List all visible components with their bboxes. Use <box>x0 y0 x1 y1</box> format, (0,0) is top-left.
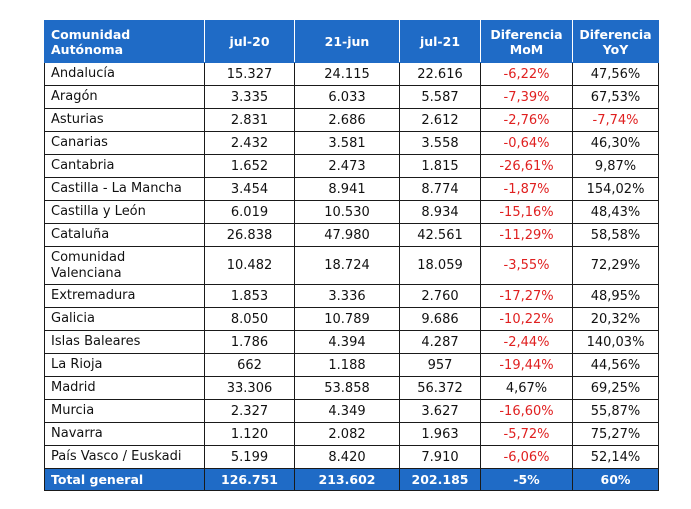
cell-21-jun: 10.789 <box>295 308 400 331</box>
cell-diff-mom: -10,22% <box>481 308 573 331</box>
cell-jul-20: 662 <box>205 354 295 377</box>
data-table <box>44 20 659 491</box>
cell-diff-mom: -19,44% <box>481 354 573 377</box>
cell-jul-20: 8.050 <box>205 308 295 331</box>
cell-jul-20: 2.831 <box>205 109 295 132</box>
cell-community: Castilla y León <box>45 201 205 224</box>
cell-diff-mom: -2,44% <box>481 331 573 354</box>
table-row <box>45 132 659 155</box>
cell-diff-mom: -6,22% <box>481 63 573 86</box>
cell-jul-21: 3.627 <box>400 400 481 423</box>
cell-community: Aragón <box>45 86 205 109</box>
cell-diff-mom: -16,60% <box>481 400 573 423</box>
header-cell-jul-20: jul-20 <box>205 21 295 63</box>
cell-diff-mom: -15,16% <box>481 201 573 224</box>
cell-community: Canarias <box>45 132 205 155</box>
cell-diff-mom: -5,72% <box>481 423 573 446</box>
cell-diff-yoy: 20,32% <box>573 308 659 331</box>
cell-community: País Vasco / Euskadi <box>45 446 205 469</box>
cell-jul-21: 42.561 <box>400 224 481 247</box>
cell-diff-mom: -7,39% <box>481 86 573 109</box>
cell-jul-21: 2.760 <box>400 285 481 308</box>
cell-community: La Rioja <box>45 354 205 377</box>
cell-community: Islas Baleares <box>45 331 205 354</box>
cell-jul-21: 1.963 <box>400 423 481 446</box>
header-cell-community: Comunidad Autónoma <box>45 21 205 63</box>
cell-community: Asturias <box>45 109 205 132</box>
cell-jul-21: 1.815 <box>400 155 481 178</box>
cell-diff-yoy: 75,27% <box>573 423 659 446</box>
total-diff-mom: -5% <box>481 469 573 491</box>
cell-jul-20: 2.327 <box>205 400 295 423</box>
cell-community: Navarra <box>45 423 205 446</box>
cell-diff-yoy: 58,58% <box>573 224 659 247</box>
cell-jul-20: 15.327 <box>205 63 295 86</box>
cell-21-jun: 53.858 <box>295 377 400 400</box>
cell-jul-21: 7.910 <box>400 446 481 469</box>
cell-diff-yoy: 48,95% <box>573 285 659 308</box>
cell-jul-20: 2.432 <box>205 132 295 155</box>
cell-21-jun: 8.420 <box>295 446 400 469</box>
cell-jul-21: 3.558 <box>400 132 481 155</box>
total-diff-yoy: 60% <box>573 469 659 491</box>
table-row <box>45 155 659 178</box>
cell-21-jun: 2.082 <box>295 423 400 446</box>
table-row <box>45 331 659 354</box>
cell-diff-mom: 4,67% <box>481 377 573 400</box>
table-row <box>45 86 659 109</box>
cell-21-jun: 6.033 <box>295 86 400 109</box>
cell-jul-21: 8.774 <box>400 178 481 201</box>
cell-community: Galicia <box>45 308 205 331</box>
table-row <box>45 285 659 308</box>
cell-diff-yoy: 154,02% <box>573 178 659 201</box>
header-row <box>45 21 659 63</box>
cell-21-jun: 24.115 <box>295 63 400 86</box>
table-row <box>45 63 659 86</box>
cell-jul-20: 6.019 <box>205 201 295 224</box>
table-row <box>45 109 659 132</box>
cell-jul-20: 10.482 <box>205 247 295 285</box>
cell-diff-yoy: 140,03% <box>573 331 659 354</box>
cell-21-jun: 4.349 <box>295 400 400 423</box>
cell-jul-21: 957 <box>400 354 481 377</box>
cell-jul-21: 5.587 <box>400 86 481 109</box>
cell-jul-21: 56.372 <box>400 377 481 400</box>
cell-21-jun: 3.581 <box>295 132 400 155</box>
cell-community: Extremadura <box>45 285 205 308</box>
cell-jul-20: 33.306 <box>205 377 295 400</box>
cell-diff-yoy: 48,43% <box>573 201 659 224</box>
cell-diff-yoy: 55,87% <box>573 400 659 423</box>
cell-21-jun: 8.941 <box>295 178 400 201</box>
total-21-jun: 213.602 <box>295 469 400 491</box>
cell-community: Castilla - La Mancha <box>45 178 205 201</box>
table-row <box>45 446 659 469</box>
cell-jul-20: 5.199 <box>205 446 295 469</box>
cell-jul-21: 22.616 <box>400 63 481 86</box>
cell-jul-21: 9.686 <box>400 308 481 331</box>
cell-diff-mom: -1,87% <box>481 178 573 201</box>
cell-community: Cataluña <box>45 224 205 247</box>
cell-community: Cantabria <box>45 155 205 178</box>
header-cell-21-jun: 21-jun <box>295 21 400 63</box>
cell-21-jun: 2.686 <box>295 109 400 132</box>
cell-diff-yoy: 46,30% <box>573 132 659 155</box>
cell-community: Comunidad Valenciana <box>45 247 205 285</box>
table-row <box>45 377 659 400</box>
cell-community: Murcia <box>45 400 205 423</box>
cell-21-jun: 47.980 <box>295 224 400 247</box>
header-cell-jul-21: jul-21 <box>400 21 481 63</box>
cell-diff-yoy: 44,56% <box>573 354 659 377</box>
header-cell-diff-yoy: Diferencia YoY <box>573 21 659 63</box>
cell-jul-20: 1.120 <box>205 423 295 446</box>
cell-diff-yoy: 72,29% <box>573 247 659 285</box>
cell-diff-yoy: 69,25% <box>573 377 659 400</box>
cell-21-jun: 1.188 <box>295 354 400 377</box>
cell-diff-yoy: 52,14% <box>573 446 659 469</box>
cell-jul-20: 3.335 <box>205 86 295 109</box>
cell-community: Madrid <box>45 377 205 400</box>
cell-diff-mom: -2,76% <box>481 109 573 132</box>
cell-21-jun: 4.394 <box>295 331 400 354</box>
cell-jul-21: 18.059 <box>400 247 481 285</box>
cell-diff-yoy: 9,87% <box>573 155 659 178</box>
cell-21-jun: 2.473 <box>295 155 400 178</box>
header-cell-diff-mom: Diferencia MoM <box>481 21 573 63</box>
cell-diff-mom: -17,27% <box>481 285 573 308</box>
total-jul-21: 202.185 <box>400 469 481 491</box>
cell-jul-20: 3.454 <box>205 178 295 201</box>
cell-diff-yoy: 67,53% <box>573 86 659 109</box>
cell-diff-mom: -0,64% <box>481 132 573 155</box>
table-row <box>45 400 659 423</box>
total-row <box>45 469 659 491</box>
cell-jul-20: 1.786 <box>205 331 295 354</box>
cell-21-jun: 18.724 <box>295 247 400 285</box>
cell-jul-20: 26.838 <box>205 224 295 247</box>
total-label: Total general <box>45 469 205 491</box>
cell-diff-mom: -3,55% <box>481 247 573 285</box>
cell-diff-mom: -6,06% <box>481 446 573 469</box>
cell-jul-21: 8.934 <box>400 201 481 224</box>
table-row <box>45 247 659 285</box>
cell-jul-21: 2.612 <box>400 109 481 132</box>
cell-diff-mom: -26,61% <box>481 155 573 178</box>
table-row <box>45 178 659 201</box>
table-row <box>45 423 659 446</box>
table-row <box>45 201 659 224</box>
cell-diff-mom: -11,29% <box>481 224 573 247</box>
cell-jul-20: 1.853 <box>205 285 295 308</box>
table-row <box>45 308 659 331</box>
cell-21-jun: 10.530 <box>295 201 400 224</box>
cell-diff-yoy: -7,74% <box>573 109 659 132</box>
cell-21-jun: 3.336 <box>295 285 400 308</box>
cell-jul-21: 4.287 <box>400 331 481 354</box>
cell-jul-20: 1.652 <box>205 155 295 178</box>
table-row <box>45 224 659 247</box>
total-jul-20: 126.751 <box>205 469 295 491</box>
table-row <box>45 354 659 377</box>
cell-diff-yoy: 47,56% <box>573 63 659 86</box>
cell-community: Andalucía <box>45 63 205 86</box>
